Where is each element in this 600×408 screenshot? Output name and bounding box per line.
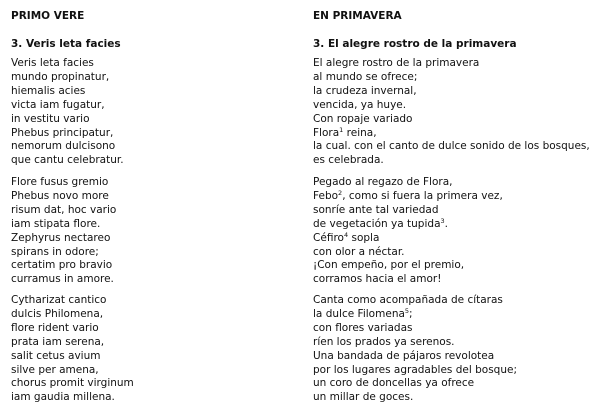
- spanish-verse-line: Flora$^1$ reina,: [313, 125, 377, 139]
- spanish-verse-line: Canta como acompañada de cítaras: [313, 294, 503, 306]
- spanish-verse-line: Una bandada de pájaros revolotea: [313, 349, 495, 362]
- spanish-verse-line: con flores variadas: [313, 321, 413, 334]
- spanish-verse-line: la cual. con el canto de dulce sonido de los bosques,: [313, 140, 590, 153]
- latin-verse-line: prata iam serena,: [11, 335, 105, 348]
- spanish-verse-line: Pegado al regazo de Flora,: [313, 176, 453, 188]
- spanish-verse-line: de vegetación ya tupida$^3$.: [313, 216, 448, 230]
- spanish-verse-line: un coro de doncellas ya ofrece: [313, 377, 475, 390]
- spanish-verse-line: la dulce Filomena$^5$;: [313, 306, 413, 320]
- spanish-title: EN PRIMAVERA: [313, 10, 402, 22]
- latin-verse-line: curramus in amore.: [11, 273, 114, 286]
- spanish-verse-line: sonríe ante tal variedad: [313, 203, 439, 216]
- latin-verse-line: Zephyrus nectareo: [11, 231, 111, 244]
- latin-verse-line: flore rident vario: [11, 321, 99, 334]
- latin-verse-line: hiemalis acies: [11, 84, 86, 97]
- latin-verse-line: mundo propinatur,: [11, 70, 110, 83]
- latin-verse-line: risum dat, hoc vario: [11, 203, 117, 216]
- spanish-verse-line: es celebrada.: [313, 154, 384, 167]
- latin-subtitle: 3. Veris leta facies: [11, 38, 121, 50]
- spanish-subtitle: 3. El alegre rostro de la primavera: [313, 38, 517, 50]
- latin-verse-line: spirans in odore;: [11, 245, 99, 258]
- spanish-stanza-2: [313, 176, 503, 287]
- spanish-verse-line: corramos hacia el amor!: [313, 273, 442, 286]
- latin-verse-line: Veris leta facies: [11, 57, 94, 69]
- spanish-verse-line: Céfro$^4$ sopla: [313, 230, 380, 244]
- latin-verse-line: silve per amena,: [11, 363, 99, 376]
- spanish-verse-line: ¡Con empeño, por el premio,: [313, 259, 465, 272]
- latin-verse-line: certatim pro bravio: [11, 259, 113, 272]
- latin-verse-line: Cytharizat cantico: [11, 294, 107, 306]
- latin-stanza-1: [11, 57, 124, 168]
- spanish-stanza-1: [313, 57, 590, 168]
- latin-stanza-2: [11, 176, 116, 287]
- spanish-verse-line: Febo$^2$, como si fuera la primera vez,: [313, 188, 503, 202]
- latin-verse-line: Phebus principatur,: [11, 126, 114, 139]
- latin-verse-line: salit cetus avium: [11, 349, 101, 362]
- latin-verse-line: que cantu celebratur.: [11, 154, 124, 167]
- spanish-verse-line: con olor a néctar.: [313, 245, 405, 258]
- latin-verse-line: Flore fusus gremio: [11, 176, 109, 188]
- spanish-verse-line: por los lugares agradables del bosque;: [313, 363, 517, 376]
- latin-verse-line: iam stipata flore.: [11, 217, 101, 230]
- spanish-verse-line: ríen los prados ya serenos.: [313, 335, 455, 348]
- latin-verse-line: victa iam fugatur,: [11, 98, 105, 111]
- spanish-verse-line: la crudeza invernal,: [313, 84, 417, 97]
- spanish-stanza-3: [313, 294, 517, 405]
- spanish-verse-line: vencida, ya huye.: [313, 98, 407, 111]
- spanish-verse-line: un millar de goces.: [313, 391, 414, 404]
- latin-stanza-3: [11, 294, 134, 405]
- latin-title: PRIMO VERE: [11, 10, 85, 22]
- latin-verse-line: chorus promit virginum: [11, 377, 134, 390]
- latin-verse-line: iam gaudia millena.: [11, 391, 115, 404]
- latin-verse-line: in vestitu vario: [11, 112, 90, 125]
- spanish-verse-line: al mundo se ofrece;: [313, 70, 418, 83]
- spanish-verse-line: El alegre rostro de la primavera: [313, 57, 480, 69]
- latin-verse-line: dulcis Philomena,: [11, 307, 104, 320]
- spanish-verse-line: Con ropaje variado: [313, 112, 413, 125]
- latin-verse-line: Phebus novo more: [11, 189, 109, 202]
- latin-verse-line: nemorum dulcisono: [11, 140, 116, 153]
